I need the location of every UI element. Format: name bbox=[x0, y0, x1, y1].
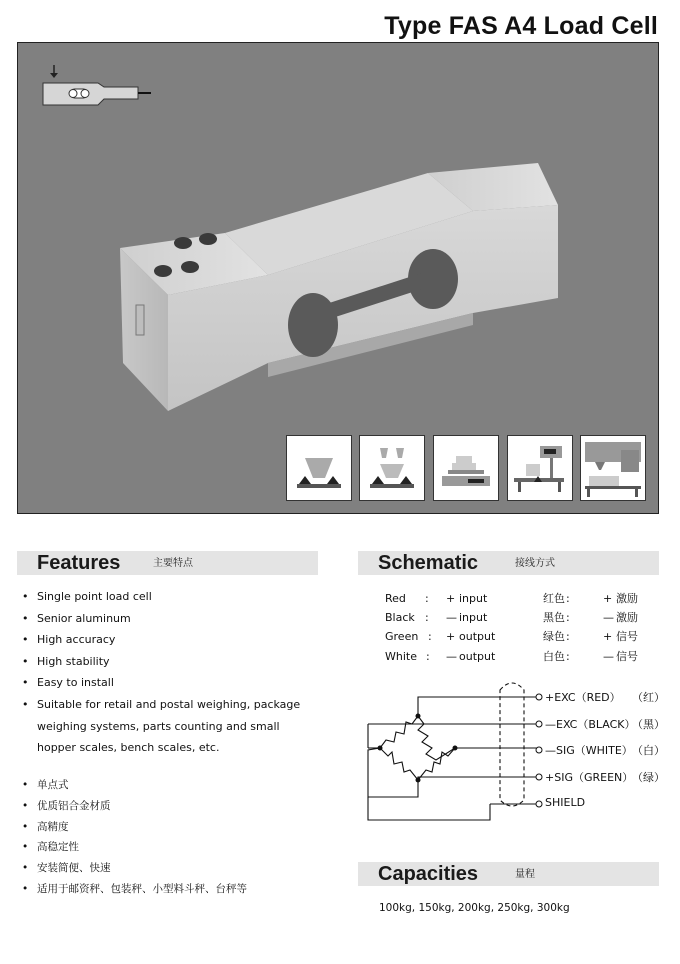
schematic-heading: Schematic bbox=[378, 552, 479, 574]
wire-role-cn: 信号 bbox=[616, 630, 638, 644]
wire-color-cn: 黑色 bbox=[543, 611, 565, 625]
features-list-cn bbox=[22, 775, 322, 900]
terminal-label-cn: （黑） bbox=[632, 718, 665, 731]
wire-role-cn: 激励 bbox=[616, 611, 638, 625]
wire-sep-cn: : bbox=[566, 611, 570, 625]
wire-sep: : bbox=[428, 630, 432, 644]
terminal-label: SHIELD bbox=[545, 796, 586, 809]
schematic-header bbox=[358, 551, 659, 575]
terminal-label-cn: （红） bbox=[632, 691, 665, 704]
list-item: • 单点式 bbox=[22, 775, 322, 796]
load-cell-body bbox=[120, 163, 558, 411]
application-thumb-hopper bbox=[286, 435, 352, 501]
list-item: • High accuracy bbox=[22, 629, 312, 651]
wire-role-cn: 激励 bbox=[616, 592, 638, 605]
wire-sep: : bbox=[425, 592, 429, 605]
wire-sep: : bbox=[426, 649, 430, 663]
wire-sep-cn: : bbox=[566, 649, 570, 663]
wire-row bbox=[385, 589, 665, 608]
capacities-heading-cn: 量程 bbox=[515, 869, 535, 880]
application-thumb-bench-scale bbox=[507, 435, 573, 501]
terminal-row bbox=[545, 796, 585, 809]
features-list-en bbox=[22, 586, 312, 759]
terminal-label: +EXC（RED） bbox=[545, 691, 621, 704]
wire-row bbox=[385, 627, 665, 646]
wire-color-table bbox=[385, 589, 665, 666]
list-item: • Single point load cell bbox=[22, 586, 312, 608]
list-item: • 安装简便、快速 bbox=[22, 858, 322, 879]
wire-color-cn: 红色 bbox=[543, 592, 565, 605]
list-item-continued: hopper scales, bench scales, etc. bbox=[37, 741, 220, 755]
wire-sign: + bbox=[446, 592, 456, 605]
wire-role: output bbox=[459, 630, 496, 644]
wire-role: input bbox=[459, 592, 488, 605]
features-heading-cn: 主要特点 bbox=[153, 558, 193, 569]
wire-sign: — bbox=[446, 649, 457, 663]
wire-color-cn: 白色 bbox=[543, 649, 565, 663]
page-title: Type FAS A4 Load Cell bbox=[384, 12, 658, 40]
wire-sep: : bbox=[425, 611, 429, 625]
wire-sep-cn: : bbox=[566, 630, 570, 644]
capacities-header bbox=[358, 862, 659, 886]
wire-row bbox=[385, 608, 665, 627]
application-thumb-counting bbox=[433, 435, 499, 501]
terminal-label: +SIG（GREEN） bbox=[545, 771, 634, 784]
terminal-label-cn: （绿） bbox=[632, 771, 665, 784]
wire-sign-cn: + bbox=[603, 592, 613, 605]
wire-role-cn: 信号 bbox=[616, 649, 638, 663]
terminal-row bbox=[545, 769, 665, 785]
list-item: • Easy to install bbox=[22, 672, 312, 694]
product-image-panel bbox=[17, 42, 659, 514]
list-item: • 高稳定性 bbox=[22, 837, 322, 858]
list-item: • Senior aluminum bbox=[22, 608, 312, 630]
wire-role: input bbox=[459, 611, 488, 625]
list-item: • Suitable for retail and postal weighing, package bbox=[22, 694, 312, 716]
terminal-row bbox=[545, 689, 665, 705]
terminal-row bbox=[545, 716, 665, 732]
wire-color-cn: 绿色 bbox=[543, 630, 565, 644]
capacities-heading: Capacities bbox=[378, 863, 479, 885]
load-direction-icon bbox=[43, 65, 151, 105]
wire-role: output bbox=[459, 649, 496, 663]
terminal-label: —EXC（BLACK） bbox=[545, 718, 636, 731]
list-item: • High stability bbox=[22, 651, 312, 673]
wire-sign-cn: — bbox=[603, 649, 614, 663]
schematic-heading-cn: 接线方式 bbox=[515, 558, 555, 569]
application-thumb-dosing bbox=[359, 435, 425, 501]
terminal-row bbox=[545, 742, 665, 758]
capacities-values: 100kg, 150kg, 200kg, 250kg, 300kg bbox=[379, 902, 570, 914]
wire-sign: + bbox=[446, 630, 456, 644]
list-item-continued: weighing systems, parts counting and small bbox=[37, 719, 280, 733]
list-item: • 高精度 bbox=[22, 817, 322, 838]
features-heading: Features bbox=[37, 552, 121, 574]
wire-color: White bbox=[385, 649, 417, 663]
list-item: • 优质铝合金材质 bbox=[22, 796, 322, 817]
wire-color: Green bbox=[385, 630, 419, 644]
wire-color: Black bbox=[385, 611, 415, 625]
application-thumb-packing bbox=[580, 435, 646, 501]
terminal-label: —SIG（WHITE） bbox=[545, 744, 633, 757]
wire-sep-cn: : bbox=[566, 592, 570, 605]
features-header bbox=[17, 551, 318, 575]
wire-row bbox=[385, 647, 665, 666]
terminal-label-cn: （白） bbox=[632, 744, 665, 757]
wire-color: Red bbox=[385, 592, 406, 605]
wire-sign: — bbox=[446, 611, 457, 625]
wire-sign-cn: + bbox=[603, 630, 613, 644]
wire-sign-cn: — bbox=[603, 611, 614, 625]
list-item: • 适用于邮资秤、包装秤、小型料斗秤、台秤等 bbox=[22, 879, 322, 900]
